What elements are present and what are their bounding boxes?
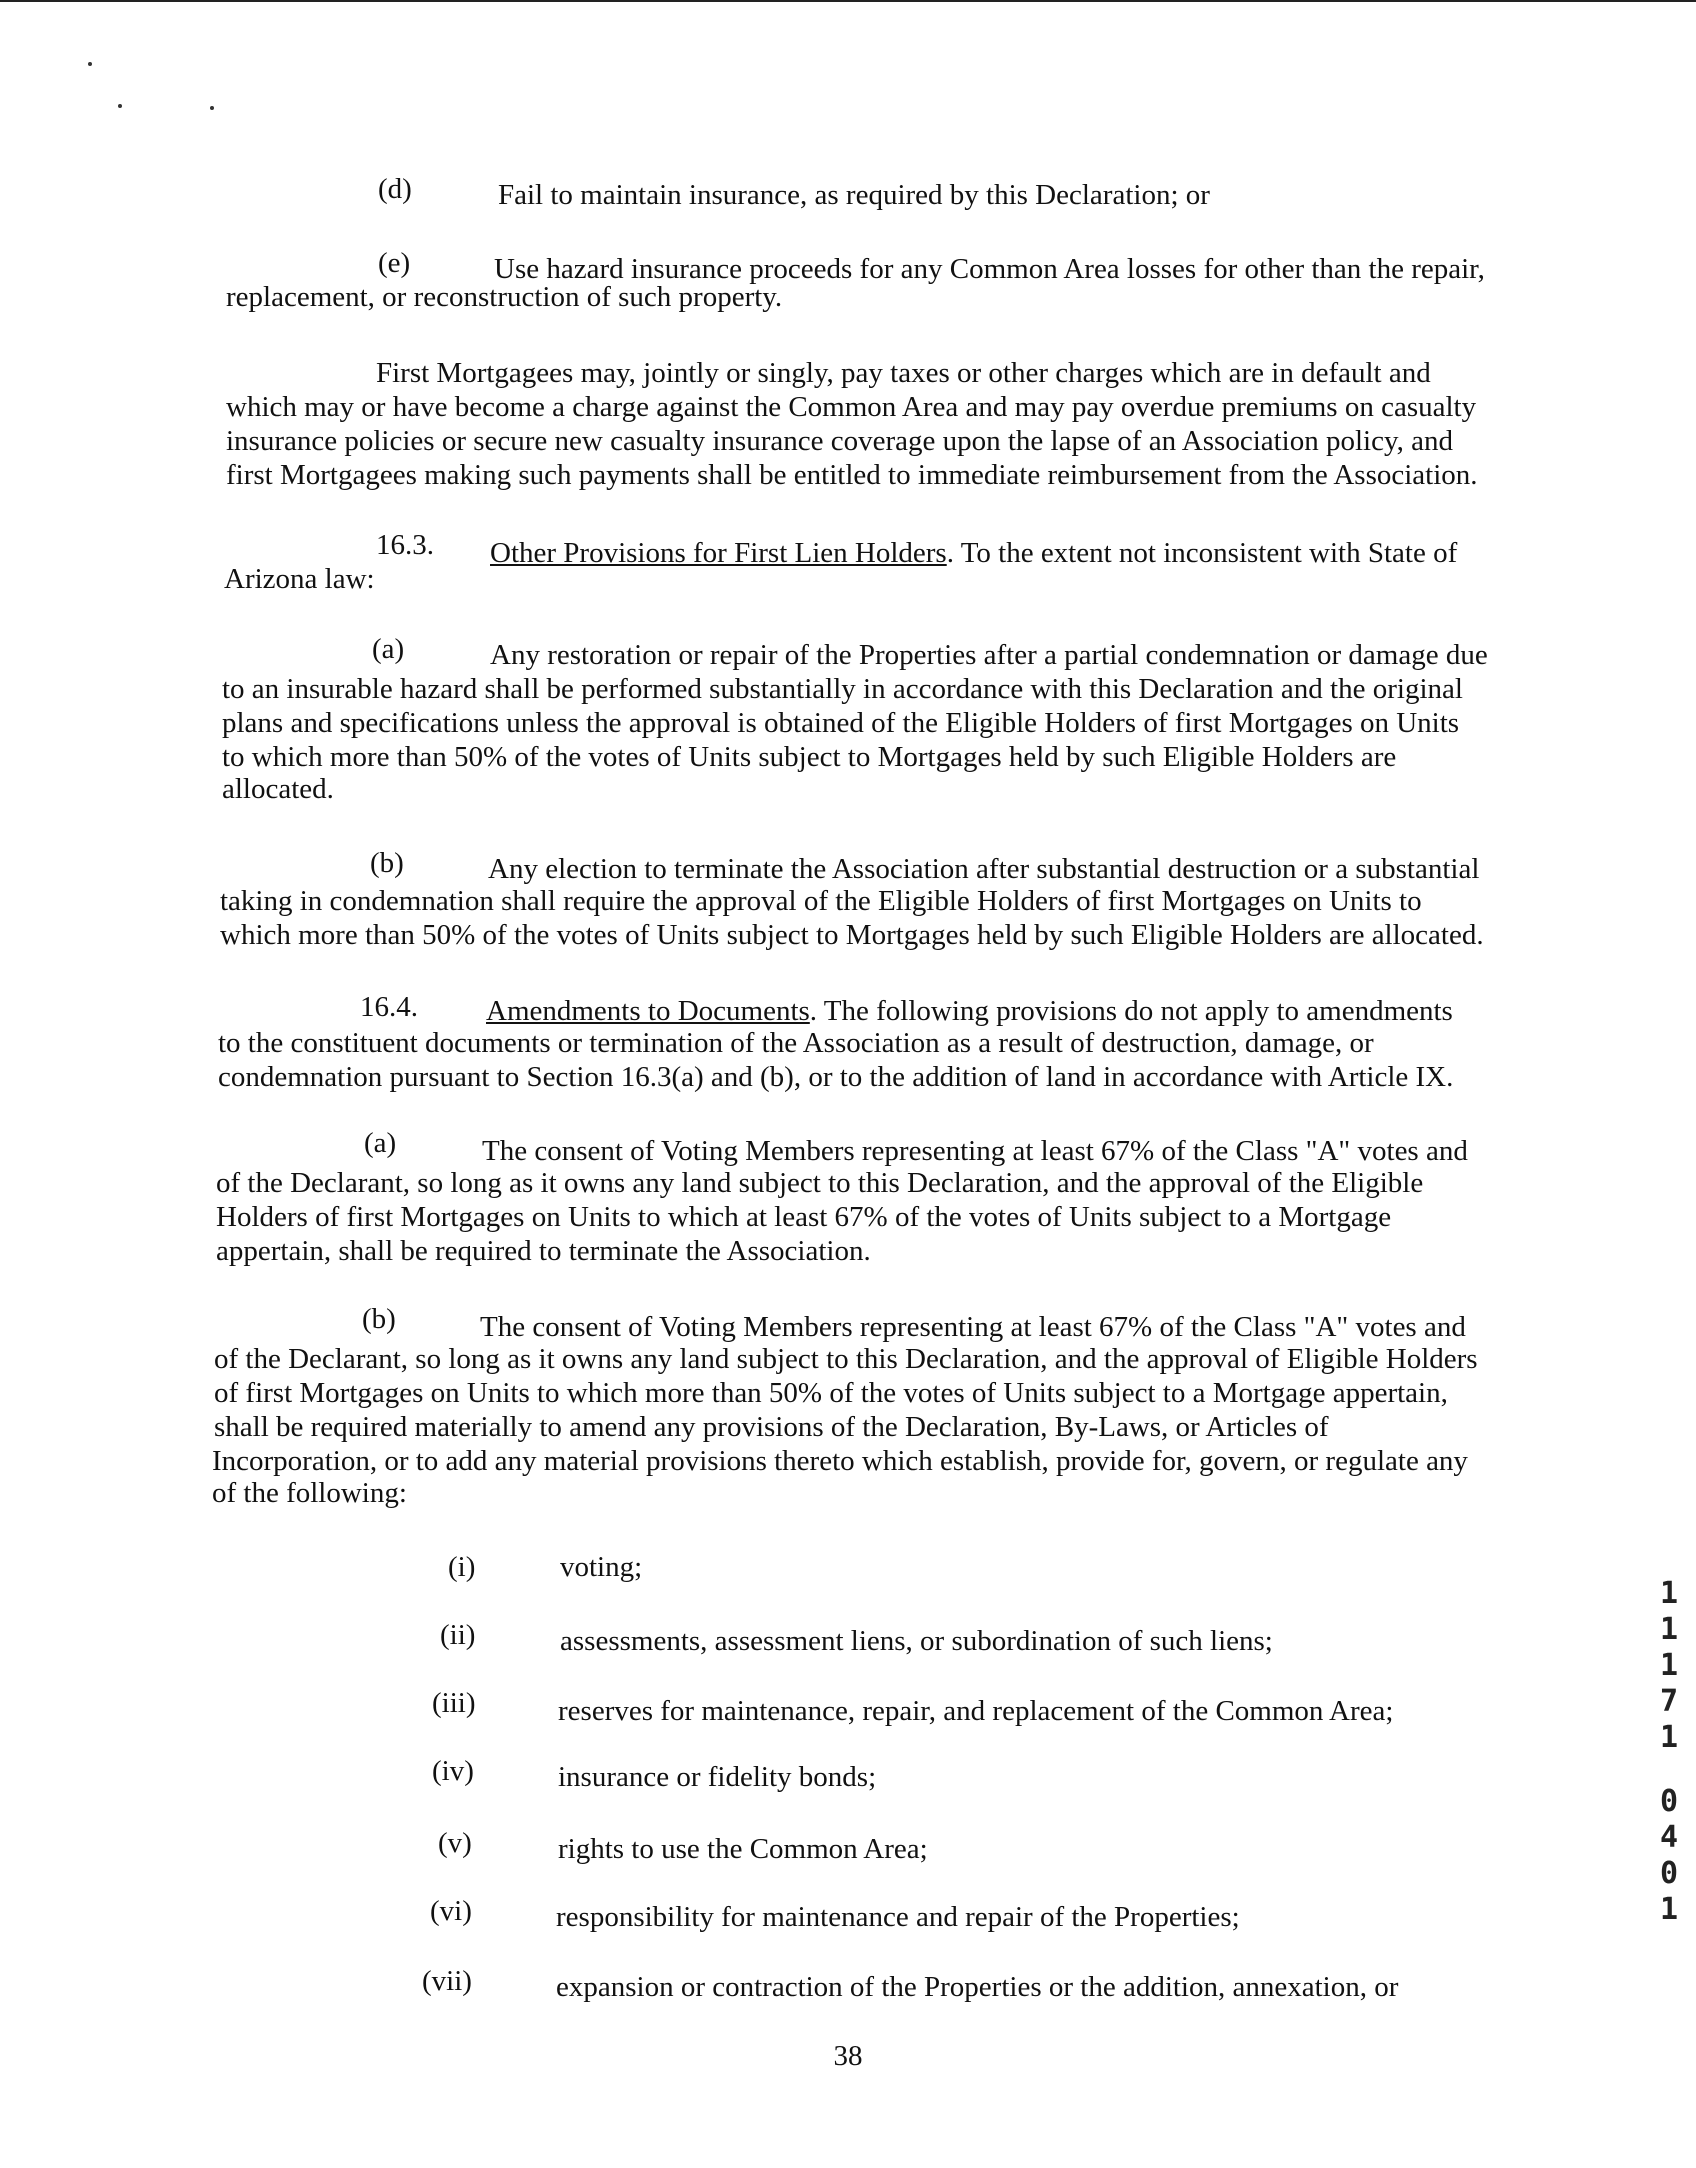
section-16-4-a-label: (a): [364, 1127, 397, 1159]
list-item-text: insurance or fidelity bonds;: [558, 1761, 877, 1793]
stamp-digit: 7: [1659, 1684, 1679, 1719]
list-item-label: (ii): [440, 1619, 476, 1651]
list-item-text: voting;: [560, 1551, 643, 1583]
section-16-4-b-line-6: of the following:: [212, 1477, 407, 1509]
stamp-digit: 0: [1659, 1856, 1679, 1891]
stamp-digit: 1: [1659, 1892, 1679, 1927]
section-16-3-b-label: (b): [370, 847, 404, 879]
section-16-4-b-line-3: of first Mortgages on Units to which more than 50% of the votes of Units subject to a Mortgage appertain,: [214, 1377, 1448, 1409]
section-16-3-b-line-1: Any election to terminate the Association after substantial destruction or a substantial: [488, 853, 1480, 885]
scan-speck: [210, 106, 214, 110]
section-16-3-text-first: . To the extent not inconsistent with State of: [946, 537, 1458, 569]
mortgagees-line-4: first Mortgagees making such payments shall be entitled to immediate reimbursement from the Association.: [226, 459, 1478, 491]
section-16-3-a-line-4: to which more than 50% of the votes of Units subject to Mortgages held by such Eligible Holders are: [222, 741, 1397, 773]
section-16-4-b-line-1: The consent of Voting Members representing at least 67% of the Class "A" votes and: [480, 1311, 1466, 1343]
list-item-label: (i): [448, 1551, 476, 1583]
section-16-3-heading-line: [490, 536, 1457, 570]
section-16-4-a-line-2: of the Declarant, so long as it owns any land subject to this Declaration, and the approval of the Eligible: [216, 1167, 1424, 1199]
item-d-text: Fail to maintain insurance, as required by this Declaration; or: [498, 179, 1210, 211]
list-item-text: expansion or contraction of the Properties or the addition, annexation, or: [556, 1971, 1399, 2003]
scan-speck: [118, 104, 122, 108]
list-item-label: (iv): [432, 1755, 474, 1787]
list-item-label: (vii): [422, 1965, 472, 1997]
section-16-3-a-line-3: plans and specifications unless the approval is obtained of the Eligible Holders of first Mortgages on Units: [222, 707, 1460, 739]
section-16-4-line-1: . The following provisions do not apply to amendments: [809, 995, 1453, 1027]
list-item-text: responsibility for maintenance and repair of the Properties;: [556, 1901, 1240, 1933]
section-16-4-line-3: condemnation pursuant to Section 16.3(a) and (b), or to the addition of land in accordance with Article IX.: [218, 1061, 1454, 1093]
item-e-text-rest: replacement, or reconstruction of such property.: [226, 281, 783, 313]
section-16-3-a-label: (a): [372, 633, 405, 665]
list-item-text: reserves for maintenance, repair, and replacement of the Common Area;: [558, 1695, 1394, 1727]
section-16-3-b-line-3: which more than 50% of the votes of Units subject to Mortgages held by such Eligible Holders are allocated.: [220, 919, 1484, 951]
stamp-digit: 4: [1659, 1820, 1679, 1855]
section-16-4-a-line-4: appertain, shall be required to terminate the Association.: [216, 1235, 871, 1267]
list-item-text: assessments, assessment liens, or subordination of such liens;: [560, 1625, 1273, 1657]
section-16-3-a-line-1: Any restoration or repair of the Properties after a partial condemnation or damage due: [490, 639, 1488, 671]
list-item-label: (v): [438, 1827, 472, 1859]
section-16-4-number: 16.4.: [360, 991, 418, 1023]
section-16-4-a-line-1: The consent of Voting Members representing at least 67% of the Class "A" votes and: [482, 1135, 1468, 1167]
scan-speck: [88, 62, 92, 66]
scan-top-edge: [0, 0, 1696, 2]
section-16-3-number: 16.3.: [376, 529, 434, 561]
stamp-digit: 1: [1659, 1720, 1679, 1755]
item-e-text-first: Use hazard insurance proceeds for any Common Area losses for other than the repair,: [494, 253, 1485, 285]
section-16-4-b-line-2: of the Declarant, so long as it owns any land subject to this Declaration, and the approval of Eligible Holders: [214, 1343, 1478, 1375]
section-16-4-line-2: to the constituent documents or termination of the Association as a result of destruction, damage, or: [218, 1027, 1374, 1059]
list-item-label: (iii): [432, 1687, 476, 1719]
stamp-gap: [1654, 1756, 1684, 1784]
section-16-3-a-line-5: allocated.: [222, 773, 334, 805]
section-16-4-heading-line: [486, 994, 1453, 1028]
section-16-3-a-line-2: to an insurable hazard shall be performed substantially in accordance with this Declaration and the original: [222, 673, 1463, 705]
section-16-4-a-line-3: Holders of first Mortgages on Units to which at least 67% of the votes of Units subject to a Mortgage: [216, 1201, 1392, 1233]
section-16-3-heading: Other Provisions for First Lien Holders: [490, 537, 947, 569]
mortgagees-line-1: First Mortgagees may, jointly or singly, pay taxes or other charges which are in default and: [376, 357, 1431, 389]
section-16-4-b-line-4: shall be required materially to amend any provisions of the Declaration, By-Laws, or Articles of: [214, 1411, 1329, 1443]
item-d-label: (d): [378, 173, 412, 205]
mortgagees-line-3: insurance policies or secure new casualty insurance coverage upon the lapse of an Association policy, and: [226, 425, 1453, 457]
section-16-4-heading: Amendments to Documents: [486, 995, 810, 1027]
list-item-label: (vi): [430, 1895, 472, 1927]
item-e-label: (e): [378, 247, 411, 279]
stamp-digit: 1: [1659, 1648, 1679, 1683]
list-item-text: rights to use the Common Area;: [558, 1833, 928, 1865]
section-16-4-b-line-5: Incorporation, or to add any material provisions thereto which establish, provide for, govern, or regulate any: [212, 1445, 1468, 1477]
section-16-3-text-rest: Arizona law:: [224, 563, 375, 595]
section-16-3-b-line-2: taking in condemnation shall require the approval of the Eligible Holders of first Mortgages on Units to: [220, 885, 1422, 917]
mortgagees-line-2: which may or have become a charge against the Common Area and may pay overdue premiums on casualty: [226, 391, 1477, 423]
section-16-4-b-label: (b): [362, 1303, 396, 1335]
stamp-digit: 1: [1659, 1612, 1679, 1647]
stamp-digit: 1: [1659, 1576, 1679, 1611]
page-number: 38: [833, 2040, 863, 2072]
stamp-digit: 0: [1659, 1784, 1679, 1819]
margin-stamp: [1654, 1576, 1684, 1928]
